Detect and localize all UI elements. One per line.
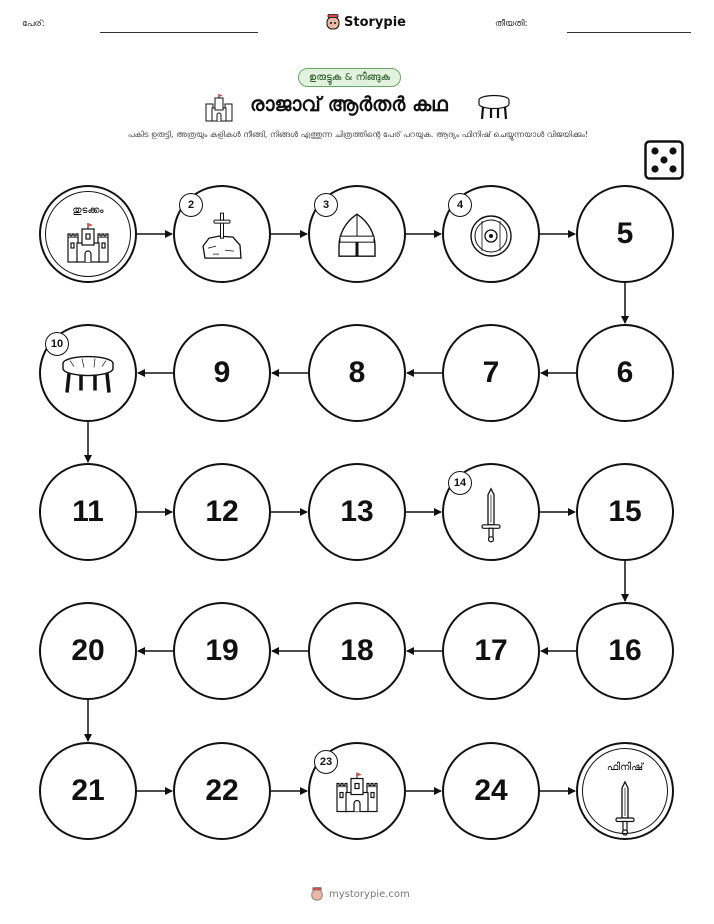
board-space[interactable]	[173, 602, 271, 700]
board-space[interactable]	[576, 324, 674, 422]
footer	[310, 887, 410, 901]
brand-name: Storypie	[344, 14, 406, 30]
board-space[interactable]	[576, 463, 674, 561]
space-number: 5	[616, 217, 634, 250]
board-space[interactable]	[442, 742, 540, 840]
sword-in-stone-icon	[199, 212, 245, 264]
castle-icon	[334, 773, 380, 817]
board-space[interactable]	[39, 324, 137, 422]
board-space[interactable]	[39, 602, 137, 700]
board-space[interactable]	[308, 742, 406, 840]
board-space[interactable]	[576, 185, 674, 283]
board-space[interactable]	[308, 324, 406, 422]
space-label: ഫിനിഷ്	[606, 762, 644, 773]
game-type-pill: ഉരുട്ടുക & നീങ്ങുക	[298, 68, 401, 87]
space-label: തുടക്കം	[72, 205, 104, 216]
space-number-badge: 2	[179, 193, 203, 217]
board-space[interactable]	[39, 463, 137, 561]
helmet-icon	[335, 212, 379, 264]
space-number: 21	[71, 774, 105, 807]
space-number: 24	[474, 774, 508, 807]
board-space[interactable]	[442, 463, 540, 561]
page-title: രാജാവ് ആർതർ കഥ	[250, 92, 448, 116]
space-number: 22	[205, 774, 239, 807]
space-number: 7	[482, 356, 500, 389]
space-number-badge: 14	[448, 471, 472, 495]
space-number: 9	[213, 356, 231, 389]
footer-url[interactable]: mystorypie.com	[329, 888, 410, 900]
board-space[interactable]	[442, 324, 540, 422]
sword-icon	[480, 487, 502, 547]
space-number: 8	[348, 356, 366, 389]
board-space[interactable]	[442, 602, 540, 700]
board-space[interactable]	[308, 602, 406, 700]
space-number-badge: 4	[448, 193, 472, 217]
board-space[interactable]	[173, 463, 271, 561]
space-number-badge: 3	[314, 193, 338, 217]
start-space[interactable]	[39, 185, 137, 283]
board-space[interactable]	[442, 185, 540, 283]
date-label: തീയതി:	[495, 19, 528, 29]
space-number-badge: 10	[45, 332, 69, 356]
space-number: 12	[205, 495, 239, 528]
shield-icon	[468, 213, 514, 263]
space-number: 11	[72, 495, 104, 528]
sword-icon	[614, 780, 636, 840]
space-number: 16	[608, 634, 642, 667]
space-number: 19	[205, 634, 239, 667]
space-number-badge: 23	[314, 750, 338, 774]
space-number: 13	[340, 495, 374, 528]
board-space[interactable]	[576, 602, 674, 700]
space-number: 20	[71, 634, 105, 667]
board-space[interactable]	[308, 185, 406, 283]
castle-icon	[65, 223, 111, 267]
instructions: പകിട ഉരുട്ടി, അത്രയും കളികൾ നീങ്ങി, നിങ്ങൾ എത്തുന്ന ചിത്രത്തിന്റെ പേര് പറയുക. ആദ്യം ഫിനിഷ് ചെയ്യുന്നയാൾ വിജയിക്കും!	[127, 130, 589, 139]
space-number: 6	[616, 356, 634, 389]
space-number: 17	[474, 634, 508, 667]
finish-space[interactable]	[576, 742, 674, 840]
board-space[interactable]	[308, 463, 406, 561]
board-space[interactable]	[39, 742, 137, 840]
space-number: 18	[340, 634, 374, 667]
board-space[interactable]	[173, 324, 271, 422]
board-space[interactable]	[173, 742, 271, 840]
space-number: 15	[608, 495, 642, 528]
board-space[interactable]	[173, 185, 271, 283]
round-table-icon	[60, 355, 116, 399]
name-label: പേര്:	[22, 19, 45, 29]
footer-mascot-icon	[310, 887, 324, 901]
